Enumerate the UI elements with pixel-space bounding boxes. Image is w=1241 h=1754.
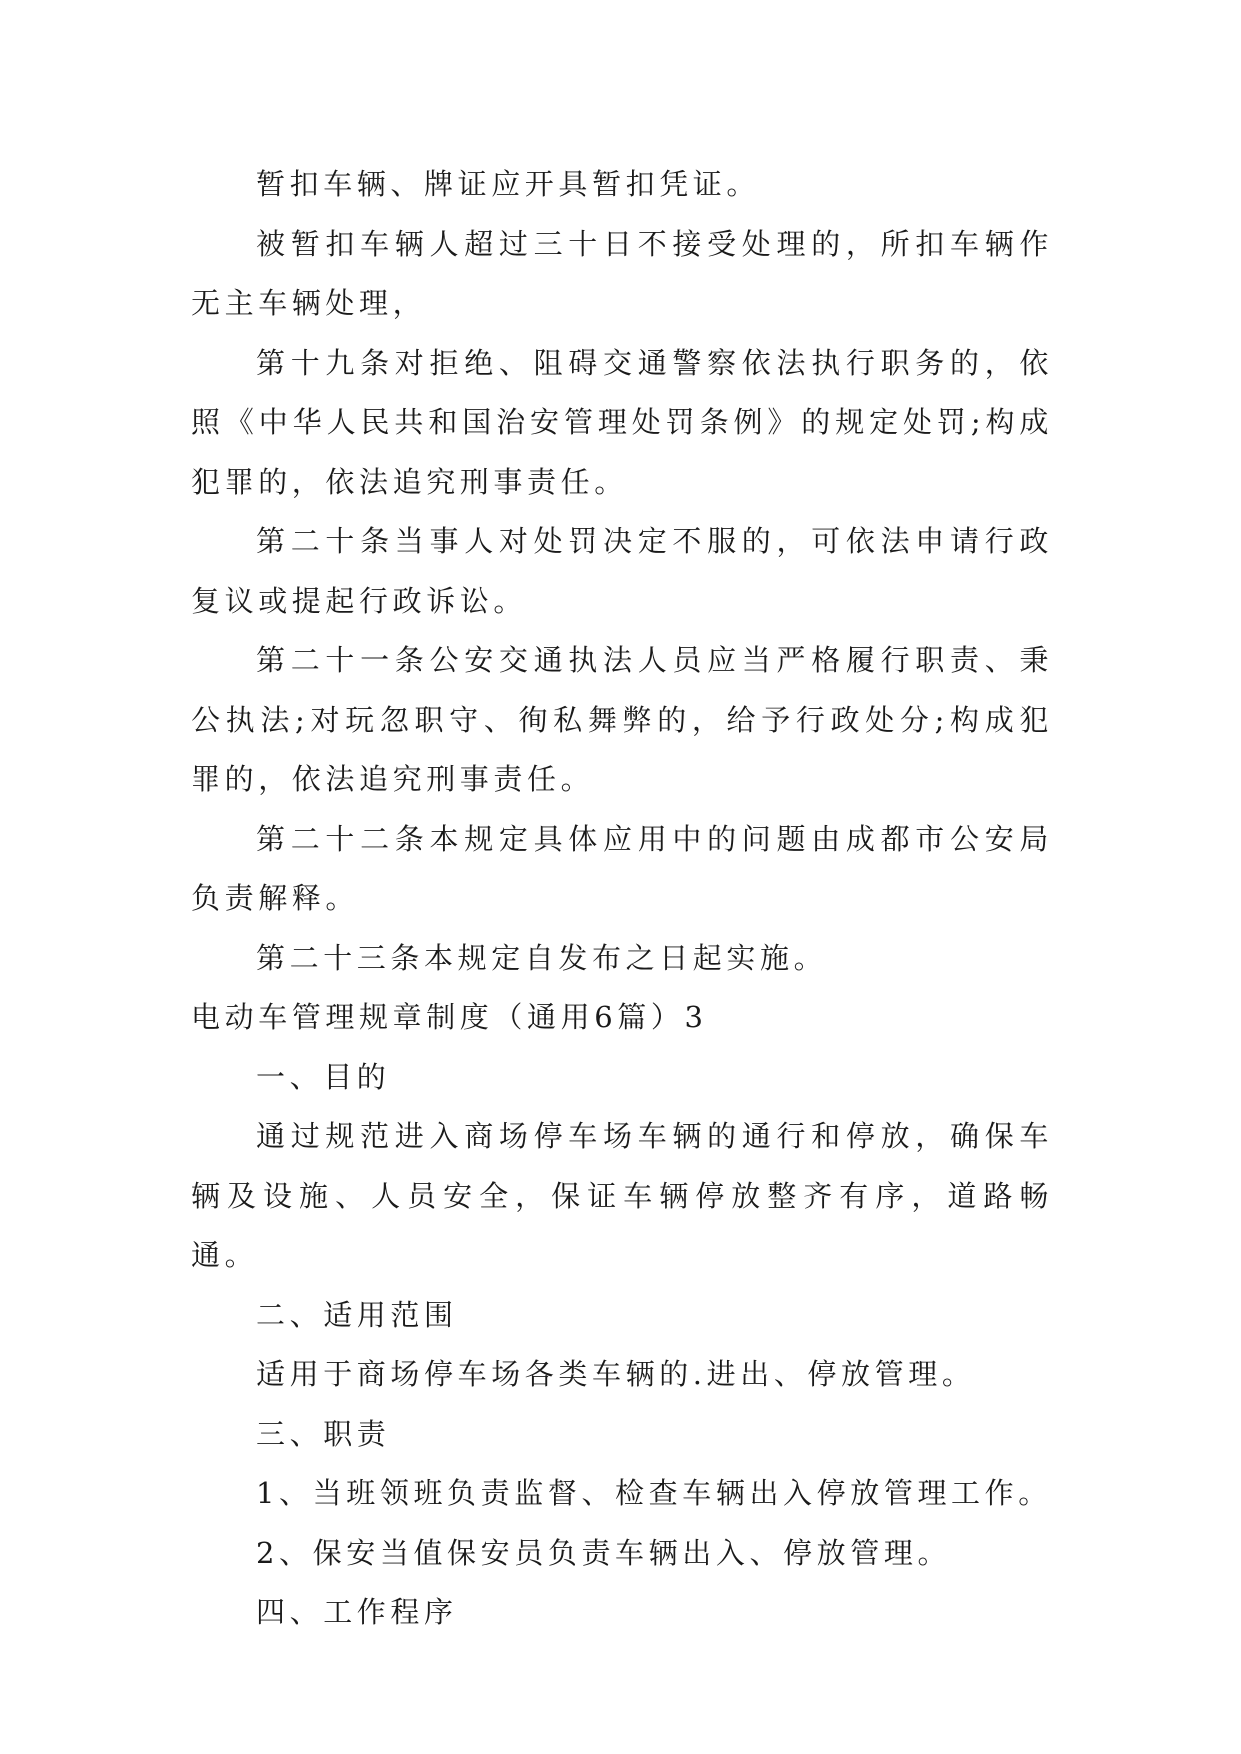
document-body xyxy=(191,155,1053,1643)
heading-duties: 三、职责 xyxy=(256,1416,391,1451)
paragraph-scope: 适用于商场停车场各类车辆的.进出、停放管理。 xyxy=(256,1357,976,1391)
heading-purpose: 一、目的 xyxy=(256,1059,391,1094)
paragraph-article-21: 第二十一条公安交通执法人员应当严格履行职责、秉公执法;对玩忽职守、徇私舞弊的，给予行政处分;构成犯罪的，依法追究刑事责任。 xyxy=(191,643,1053,796)
paragraph-purpose: 通过规范进入商场停车场车辆的通行和停放，确保车辆及设施、人员安全，保证车辆停放整齐有序，道路畅通。 xyxy=(191,1119,1053,1272)
paragraph-article-19: 第十九条对拒绝、阻碍交通警察依法执行职务的，依照《中华人民共和国治安管理处罚条例》的规定处罚;构成犯罪的，依法追究刑事责任。 xyxy=(191,345,1053,499)
section-heading: 电动车管理规章制度（通用6篇）3 xyxy=(191,1000,708,1034)
paragraph-unclaimed-vehicle: 被暂扣车辆人超过三十日不接受处理的，所扣车辆作无主车辆处理， xyxy=(191,226,1053,320)
heading-scope: 二、适用范围 xyxy=(256,1297,458,1332)
heading-procedure: 四、工作程序 xyxy=(256,1595,458,1629)
list-item-duty-2: 2、保安当值保安员负责车辆出入、停放管理。 xyxy=(256,1535,952,1570)
paragraph-detention-voucher: 暂扣车辆、牌证应开具暂扣凭证。 xyxy=(256,167,761,201)
paragraph-article-23: 第二十三条本规定自发布之日起实施。 xyxy=(256,940,828,975)
paragraph-article-22: 第二十二条本规定具体应用中的问题由成都市公安局负责解释。 xyxy=(191,821,1053,915)
paragraph-article-20: 第二十条当事人对处罚决定不服的，可依法申请行政复议或提起行政诉讼。 xyxy=(191,524,1053,618)
list-item-duty-1: 1、当班领班负责监督、检查车辆出入停放管理工作。 xyxy=(256,1476,1052,1510)
